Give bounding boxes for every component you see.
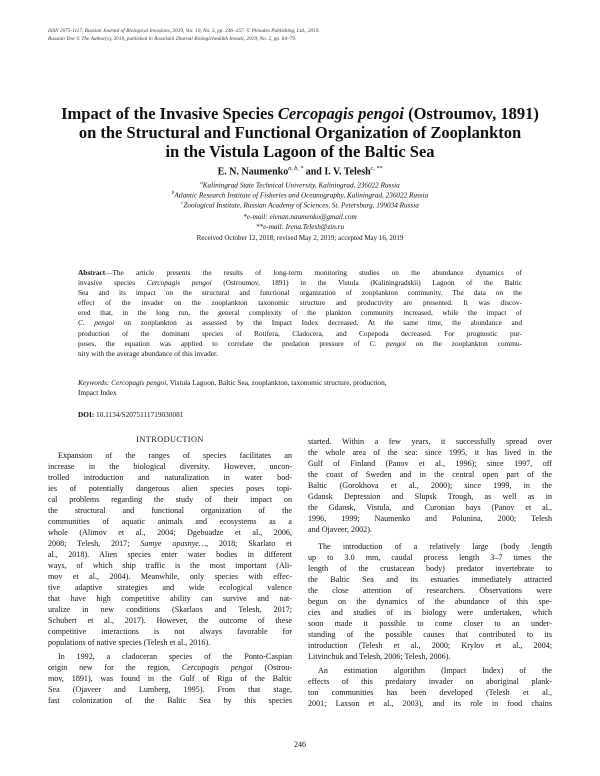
body-text-line: In 1992, a cladoceran species of the Ponto-Caspian (58, 652, 292, 661)
body-text-line: up to 3.0 mm, caudal process length 3–7 times the (308, 553, 552, 562)
title-species: Cercopagis pengoi (277, 104, 404, 123)
author-list (0, 166, 600, 177)
doi[interactable] (78, 410, 183, 419)
body-text-line: mov et al., 2004). Meanwhile, only species with effec- (48, 572, 292, 581)
article-title (30, 104, 570, 161)
body-text: origin new for the region, (48, 663, 182, 672)
body-text-line: fast colonization of the Baltic Sea by this species (48, 696, 292, 705)
affiliation (0, 181, 600, 189)
affiliation (0, 201, 600, 209)
affiliation-text: Zoological Institute, Russian Academy of Sciences, St. Petersburg, 199034 Russia (183, 201, 419, 210)
body-text-line: An estimation algorithm (Impact Index) of the (318, 666, 552, 675)
body-text-line: begun on the dynamics of the abundance of this spe- (308, 597, 552, 606)
abstract-species: Cercopagis pengoi (146, 278, 212, 288)
body-text-line: the structural and functional organization of the (48, 506, 292, 515)
journal-header-line-1: ISSN 2075-1117, Russian Journal of Biological Invasions, 2019, Vol. 10, No. 3, pp. 246–257. © Pleiades Publishing, Ltd., 2019. (48, 28, 320, 34)
keywords-text: Impact Index (78, 388, 117, 398)
body-text: (Ostrou- (252, 663, 292, 672)
abstract-text: ered that, in the long run, the general complexity of the plankton community increased, while the impact of (78, 308, 522, 318)
body-text-line: Gulf of Finland (Panov et al., 1996); since 1997, off (308, 459, 552, 468)
body-text-line: populations of native species (Telesh et al., 2016). (48, 638, 211, 647)
body-text-line: mov, 1891), was found in the Gulf of Riga of the Baltic (48, 674, 292, 683)
affiliation (0, 191, 600, 199)
abstract-text: production of the dominant species of Rotifera, Cladocera, and Copepoda decreased. For prognostic pur- (78, 328, 522, 338)
body-text-line: ways, of which ship traffic is the most important (Ali- (48, 561, 292, 570)
keywords (78, 378, 522, 398)
body-text-line: effects of this predatory invader on aboriginal plank- (308, 677, 552, 686)
abstract-text: (Ostroumov, 1891) in the Vistula (Kaliningradskii) Lagoon of the Baltic (211, 278, 522, 288)
abstract-label: Abstract (78, 268, 106, 277)
author-name: E. N. Naumenko (217, 166, 289, 178)
body-text-line (48, 539, 292, 550)
keywords-species: Cercopagis pengoi (111, 378, 167, 387)
body-text-line: Sea (Ojaveer and Lumberg, 1995). From that stage, (48, 685, 292, 694)
body-text-line: ton communities has been developed (Telesh et al., (308, 688, 552, 697)
body-text-italic: Cercopagis pengoi (181, 663, 253, 672)
body-text-line: length of the crustacean body) predator invertebrate to (308, 564, 552, 573)
body-text-line: the Baltic Sea and its estuaries immediately attracted (308, 575, 552, 584)
title-line-3: in the Vistula Lagoon of the Baltic Sea (165, 142, 435, 161)
abstract-text: invasive species (78, 278, 147, 288)
abstract-text: on the zooplankton commu- (405, 338, 522, 348)
body-text-line: the close attention of researchers. Observations were (308, 586, 552, 595)
abstract-text: —The article presents the results of long-term monitoring studies on the abundance dynamics of (105, 268, 522, 277)
abstract (78, 268, 522, 359)
title-text: Impact of the Invasive Species (61, 104, 278, 123)
journal-header-line-2: Russian Text © The Author(s), 2019, published in Rossiiskii Zhurnal Biologicheskikh Invazii, 2019, No. 2, pp. 64–79. (48, 36, 297, 42)
body-text-italic: Samye opasnye… (140, 539, 207, 548)
body-text-line: trolled introduction and naturalization in water bod- (48, 473, 292, 482)
body-text-line: whole (Alimov et al., 2004; Dgebuadze et al., 2006, (48, 528, 292, 537)
abstract-species: C. pengoi (78, 318, 115, 328)
affiliation-mark: c (181, 201, 184, 206)
doi-value: 10.1134/S2075111719030081 (94, 410, 184, 419)
body-text-line: started. Within a few years, it successfully spread over (308, 437, 552, 446)
body-text-line: Litvinchuk and Telesh, 2006; Telesh, 2006). (308, 652, 451, 661)
abstract-text: nity with the average abundance of this invader. (78, 348, 218, 358)
received-dates: Received October 12, 2018; revised May 2, 2019; accepted May 16, 2019 (196, 234, 404, 242)
section-heading-introduction: INTRODUCTION (136, 435, 204, 444)
author-conjunction: and (303, 166, 325, 178)
body-text-line: The introduction of a relatively large (body length (318, 542, 552, 551)
body-text-line: that have high competitive ability can survive and nat- (48, 594, 292, 603)
body-text-line: increase in the biological diversity. However, uncon- (48, 462, 292, 471)
body-text-line: Expansion of the ranges of species facilitates an (58, 451, 292, 460)
keywords-text: , Vistula Lagoon, Baltic Sea, zooplankton, taxonomic structure, production, (166, 378, 387, 387)
body-text-line: 2001; Laxson et al., 2003), and its role in food chains (308, 699, 552, 708)
author-affiliation-marks: a, b, * (288, 166, 304, 172)
affiliation-mark: b (171, 191, 175, 196)
body-text-line: Schubert et al., 2017). However, the outcome of these (48, 616, 292, 625)
body-text-line: tive adaptive strategies and wide ecological valence (48, 583, 292, 592)
body-text-line: the whole area of the sea: since 1995, it has lived in the (308, 448, 552, 457)
title-text: (Ostroumov, 1891) (403, 104, 539, 123)
title-line-2: on the Structural and Functional Organization of Zooplankton (78, 123, 522, 142)
body-text-line: ies of potentially dangerous alien species poses topi- (48, 484, 292, 493)
author-name: I. V. Telesh (324, 166, 371, 178)
email-address[interactable]: **e-mail: Irena.Telesh@zin.ru (255, 223, 345, 231)
abstract-text: on zooplankton as assessed by the Impact Index decreased. At the same time, the abundance and (114, 318, 522, 328)
affiliation-text: Atlantic Research Institute of Fisheries and Oceanography, Kaliningrad, 236022 Russia (174, 191, 429, 200)
body-text-line: cal problems regarding the study of their impact on (48, 495, 292, 504)
body-text: , 2018; Skarlato et (206, 539, 292, 548)
abstract-species: C. pengoi (369, 338, 406, 348)
body-text-line: al., 2018). Alien species enter water bodies in different (48, 550, 292, 559)
body-text: 2008; Telesh, 2017; (48, 539, 141, 548)
abstract-text: effect of the invader on the zooplankton taxonomic structure and productivity are presented. It was discov- (78, 298, 522, 308)
affiliation-mark: a (200, 181, 203, 186)
body-text-line: Baltic (Gorokhova et al., 2000); since 1999, in the (308, 481, 552, 490)
body-text-line: soon made it possible to come closer to an under- (308, 619, 552, 628)
body-text-line: Gdansk Depression and Slupsk Trough, as well as in (308, 492, 552, 501)
body-text-line: uralize in new conditions (Skarlaos and Telesh, 2017; (48, 605, 292, 614)
body-text-line: introduction (Telesh et al., 2000; Krylov et al., 2004; (308, 641, 552, 650)
body-text-line: communities of aquatic animals and ecosystems as a (48, 517, 292, 526)
author-affiliation-marks: c, ** (370, 166, 383, 172)
body-text-line: the coast of Sweden and in the central open part of the (308, 470, 552, 479)
abstract-text: poses, the equation was applied to correlate the predation pressure of (78, 338, 370, 348)
page-number: 246 (294, 740, 306, 749)
abstract-text: Sea and its impact on the structural and functional organization of zooplankton community. The data on the (78, 288, 522, 298)
email-address[interactable]: *e-mail: elenan.naumenko@gmail.com (243, 213, 357, 221)
body-text-line: and Ojaveer, 2002). (308, 525, 372, 534)
doi-label: DOI: (78, 410, 95, 419)
affiliation-text: Kaliningrad State Technical University, Kaliningrad, 236022 Russia (202, 181, 400, 190)
body-text-line: standing of the possible causes that contributed to its (308, 630, 552, 639)
body-text-line: competitive interactions is not always favorable for (48, 627, 292, 636)
body-text-line: 1996, 1999; Naumenko and Polunina, 2000; Telesh (308, 514, 552, 523)
body-text-line: cies and studies of its biology were undertaken, which (308, 608, 552, 617)
body-text-line: the Gdansk, Vistula, and Curonian bays (Panov et al., (308, 503, 552, 512)
body-text-line (48, 663, 292, 674)
keywords-label: Keywords: (78, 378, 112, 387)
